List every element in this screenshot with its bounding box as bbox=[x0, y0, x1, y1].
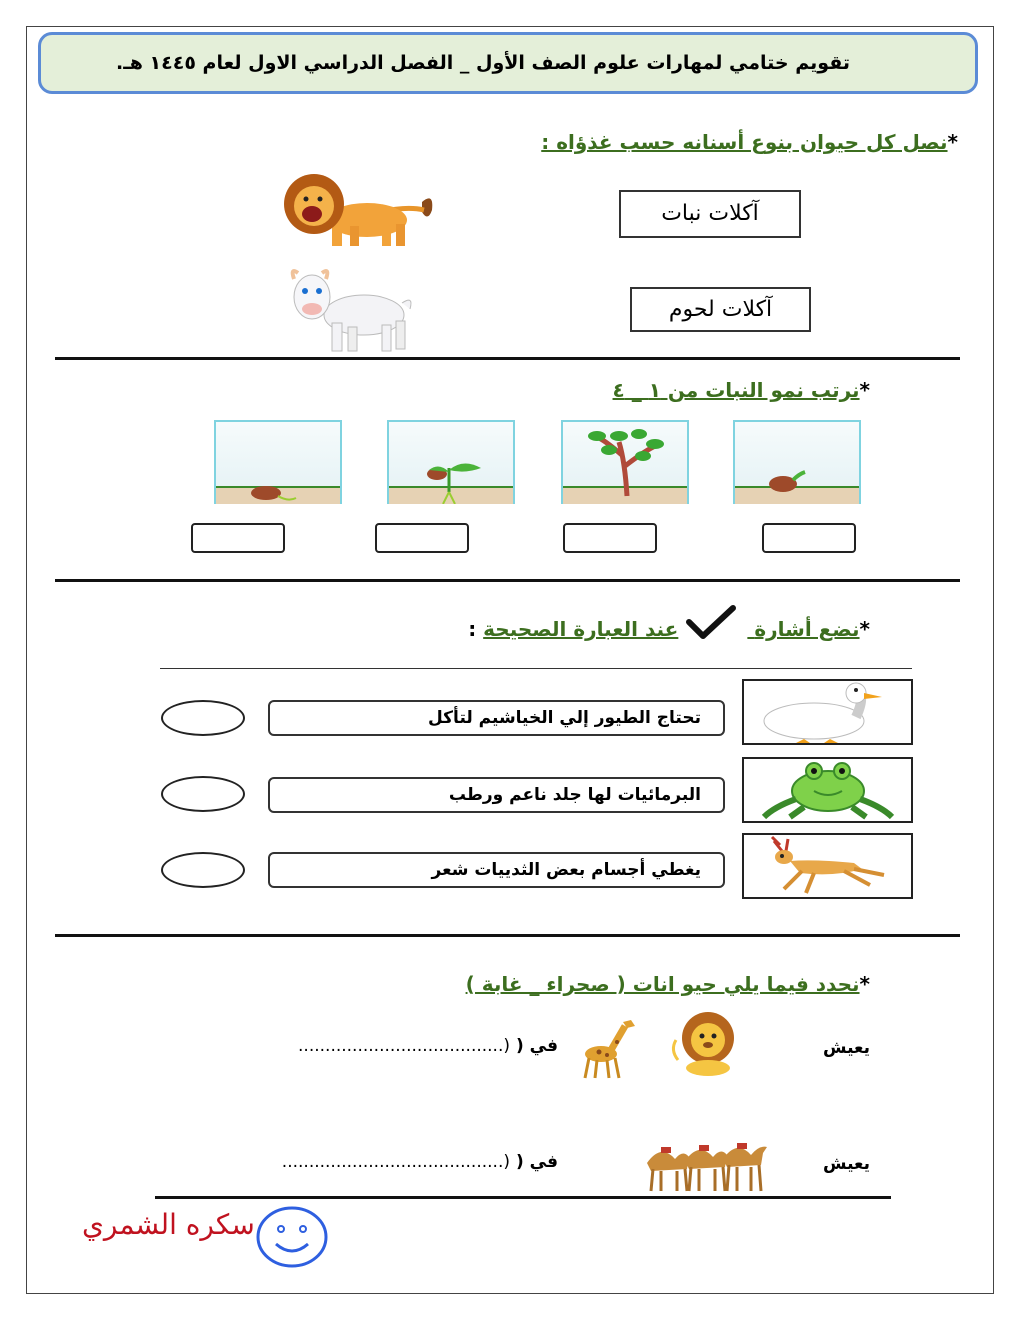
duck-image bbox=[742, 679, 913, 745]
plant-stage-young-tree bbox=[561, 420, 689, 504]
order-answer-box-3[interactable] bbox=[563, 523, 657, 553]
plant-stage-germinating-seed bbox=[733, 420, 861, 504]
answer-oval-3[interactable] bbox=[161, 852, 245, 888]
smiley-icon bbox=[256, 1206, 328, 1268]
page-title: تقويم ختامي لمهارات علوم الصف الأول _ الفصل الدراسي الاول لعام ١٤٤٥ هـ. bbox=[116, 52, 850, 74]
q3-title-part2: عند العبارة الصحيحة bbox=[483, 617, 679, 641]
q1-title bbox=[541, 130, 958, 154]
statement-1: تحتاج الطيور إلي الخياشيم لتأكل bbox=[268, 700, 725, 736]
q1-title-text: نصل كل حيوان بنوع أسنانه حسب غذؤاه : bbox=[541, 130, 948, 154]
q4-title-text: نحدد فيما يلي حيو انات ( صحراء _ غابة ) bbox=[465, 972, 860, 996]
answer-oval-1[interactable] bbox=[161, 700, 245, 736]
q3-star: * bbox=[859, 617, 870, 641]
thin-divider bbox=[160, 668, 912, 669]
q2-star: * bbox=[859, 378, 870, 402]
q3-colon: : bbox=[468, 617, 477, 641]
plant-stage-sprout bbox=[387, 420, 515, 504]
lion-image bbox=[272, 172, 442, 250]
q4-star: * bbox=[859, 972, 870, 996]
order-answer-box-4[interactable] bbox=[762, 523, 856, 553]
statement-2: البرمائيات لها جلد ناعم ورطب bbox=[268, 777, 725, 813]
deer-image bbox=[742, 833, 913, 899]
goat-image bbox=[282, 265, 422, 355]
giraffe-image bbox=[577, 1016, 643, 1080]
q2-title-text: نرتب نمو النبات من ١ _ ٤ bbox=[612, 378, 860, 402]
bottom-rule bbox=[155, 1196, 891, 1199]
lives-label-1: يعيش bbox=[823, 1038, 870, 1058]
label-herbivores: آكلات نبات bbox=[619, 190, 801, 238]
section-divider bbox=[55, 357, 960, 360]
section-divider bbox=[55, 579, 960, 582]
camels-image bbox=[641, 1133, 771, 1195]
answer-oval-2[interactable] bbox=[161, 776, 245, 812]
page-border bbox=[26, 26, 994, 1294]
in-label-2: في ( bbox=[515, 1152, 558, 1172]
label-carnivores: آكلات لحوم bbox=[630, 287, 811, 332]
in-label-1: في ( bbox=[515, 1036, 558, 1056]
section-divider bbox=[55, 934, 960, 937]
order-answer-box-2[interactable] bbox=[375, 523, 469, 553]
plant-stage-seed bbox=[214, 420, 342, 504]
order-answer-box-1[interactable] bbox=[191, 523, 285, 553]
lion-cartoon-image bbox=[668, 1010, 746, 1076]
q1-star: * bbox=[947, 130, 958, 154]
check-icon bbox=[685, 604, 737, 640]
statement-3: يغطي أجسام بعض الثدييات شعر bbox=[268, 852, 725, 888]
frog-image bbox=[742, 757, 913, 823]
answer-blank-2[interactable]: .........................................) bbox=[281, 1152, 510, 1172]
answer-blank-1[interactable]: ......................................) bbox=[298, 1036, 510, 1056]
q3-title-part1: نضع أشارة bbox=[754, 617, 860, 641]
q4-title bbox=[466, 972, 870, 996]
lives-label-2: يعيش bbox=[823, 1154, 870, 1174]
q2-title bbox=[613, 378, 870, 402]
q3-title bbox=[468, 617, 870, 641]
signature-name: سكره الشمري bbox=[82, 1208, 255, 1241]
